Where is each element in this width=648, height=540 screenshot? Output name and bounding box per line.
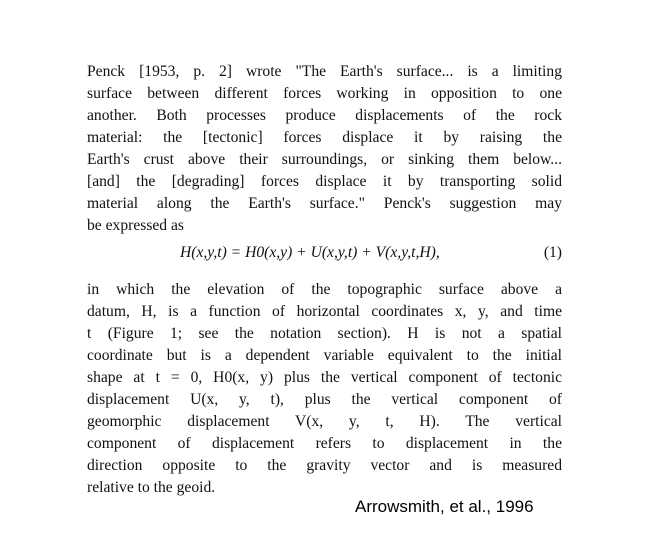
text-line: material: the [tectonic] forces displace it by raising the xyxy=(87,129,562,146)
text-line: direction opposite to the gravity vector and is measured xyxy=(87,457,562,474)
text-line: relative to the geoid. xyxy=(87,479,216,496)
text-line: component of displacement refers to displacement in the xyxy=(87,435,562,452)
text-line: t (Figure 1; see the notation section). H is not a spatial xyxy=(87,325,562,342)
text-line: geomorphic displacement V(x, y, t, H). The vertical xyxy=(87,413,562,430)
paragraph-elevation-definition xyxy=(87,279,562,499)
text-line: displacement U(x, y, t), plus the vertical component of xyxy=(87,391,562,408)
text-line: surface between different forces working in opposition to one xyxy=(87,85,562,102)
text-line: datum, H, is a function of horizontal coordinates x, y, and time xyxy=(87,303,562,320)
text-line: shape at t = 0, H0(x, y) plus the vertical component of tectonic xyxy=(87,369,562,386)
equation-1 xyxy=(87,244,562,266)
paragraph-penck-quote xyxy=(87,61,562,237)
text-line: another. Both processes produce displacements of the rock xyxy=(87,107,562,124)
equation-body: H(x,y,t) = H0(x,y) + U(x,y,t) + V(x,y,t,H), xyxy=(180,244,440,261)
text-line: Penck [1953, p. 2] wrote "The Earth's surface... is a limiting xyxy=(87,63,562,80)
text-line: coordinate but is a dependent variable equivalent to the initial xyxy=(87,347,562,364)
text-line: in which the elevation of the topographic surface above a xyxy=(87,281,562,298)
text-line: material along the Earth's surface." Penck's suggestion may xyxy=(87,195,562,212)
text-line: be expressed as xyxy=(87,217,184,234)
citation: Arrowsmith, et al., 1996 xyxy=(355,497,534,516)
text-line: Earth's crust above their surroundings, or sinking them below... xyxy=(87,151,562,168)
text-line: [and] the [degrading] forces displace it by transporting solid xyxy=(87,173,562,190)
equation-number: (1) xyxy=(543,244,562,261)
